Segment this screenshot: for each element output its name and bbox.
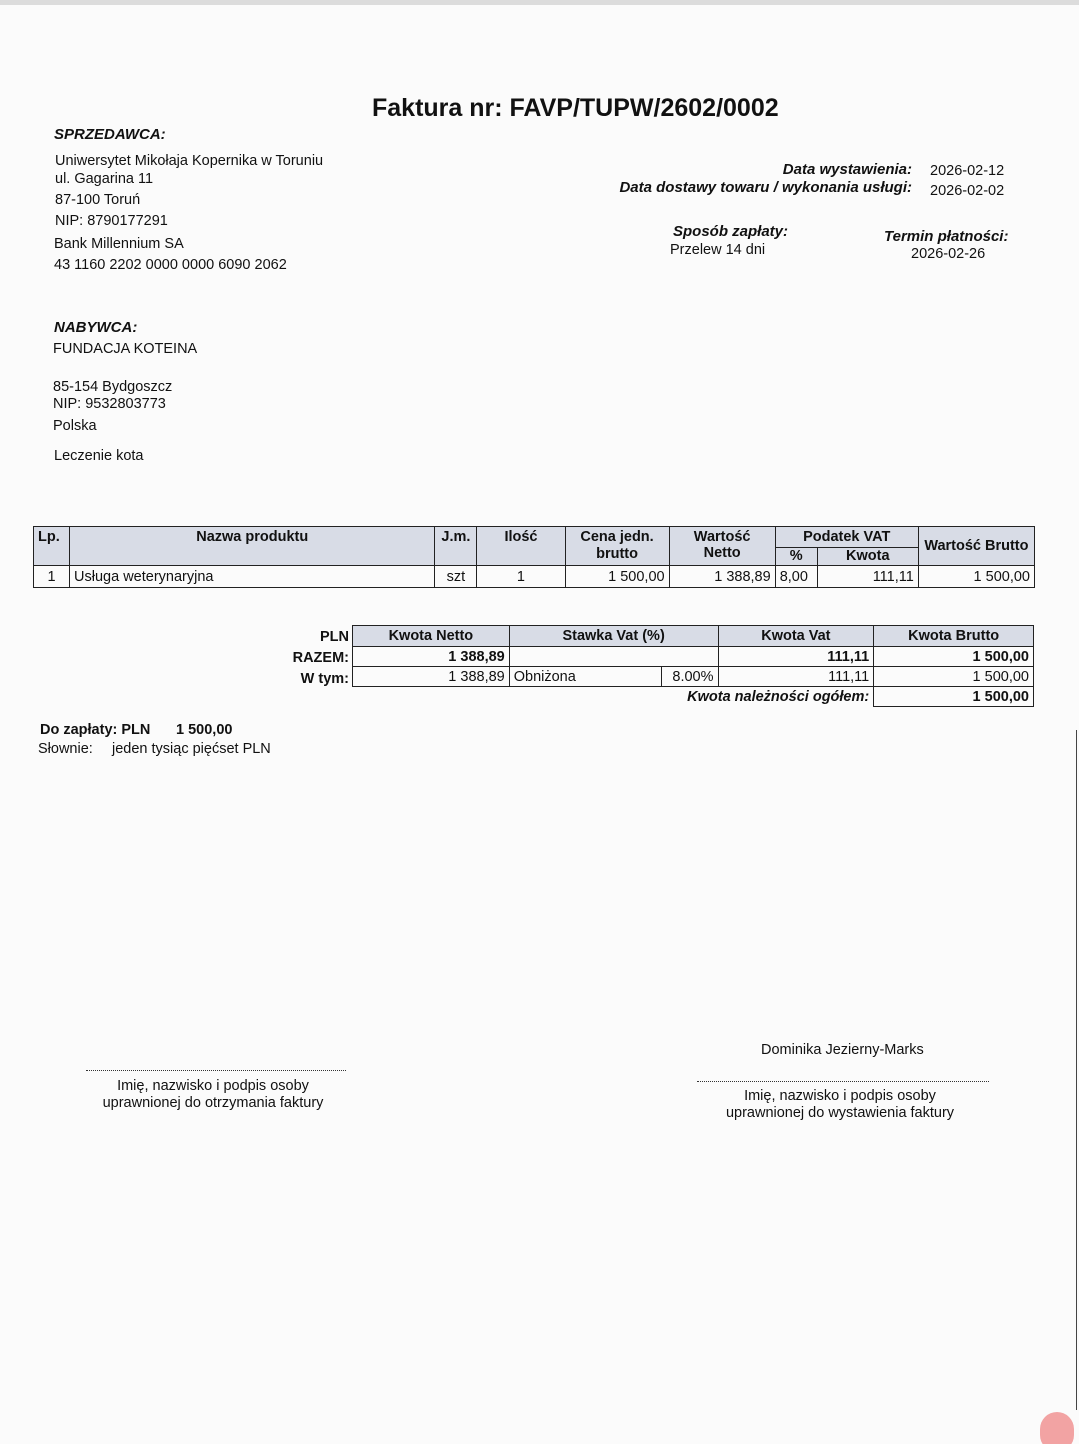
cell-gross-value: 1 500,00 bbox=[918, 566, 1034, 588]
top-edge bbox=[0, 0, 1079, 5]
due-total-value: 1 500,00 bbox=[874, 687, 1034, 707]
issuer-signature-caption-1: Imię, nazwisko i podpis osoby bbox=[744, 1088, 936, 1104]
seller-nip: NIP: 8790177291 bbox=[55, 213, 168, 229]
cell-lp: 1 bbox=[34, 566, 70, 588]
receiver-signature-line bbox=[86, 1070, 346, 1071]
seller-name: Uniwersytet Mikołaja Kopernika w Toruniu bbox=[55, 153, 324, 169]
summary-breakdown-rate-name: Obniżona bbox=[509, 667, 661, 687]
issuer-signature-line bbox=[697, 1081, 989, 1082]
summary-header-net: Kwota Netto bbox=[353, 626, 510, 647]
header-unit: J.m. bbox=[435, 527, 477, 566]
seller-bank: Bank Millennium SA bbox=[54, 236, 184, 252]
cell-unit: szt bbox=[435, 566, 477, 588]
invoice-title: Faktura nr: FAVP/TUPW/2602/0002 bbox=[372, 94, 779, 122]
cell-vat-percent: 8,00 bbox=[775, 566, 817, 588]
buyer-country: Polska bbox=[53, 418, 97, 434]
buyer-city: 85-154 Bydgoszcz bbox=[53, 379, 173, 395]
buyer-nip: NIP: 9532803773 bbox=[53, 396, 166, 412]
delivery-date-value: 2026-02-02 bbox=[930, 183, 1005, 199]
issue-date-value: 2026-02-12 bbox=[930, 163, 1005, 179]
summary-total-vat: 111,11 bbox=[718, 647, 874, 667]
summary-total-net: 1 388,89 bbox=[353, 647, 510, 667]
table-row bbox=[34, 566, 1035, 588]
header-vat-amount: Kwota bbox=[817, 548, 918, 566]
buyer-name: FUNDACJA KOTEINA bbox=[53, 341, 198, 357]
due-total-label: Kwota należności ogółem: bbox=[687, 688, 870, 705]
summary-header-rate: Stawka Vat (%) bbox=[509, 626, 718, 647]
items-table bbox=[33, 526, 1035, 588]
header-quantity: Ilość bbox=[477, 527, 565, 566]
seller-city: 87-100 Toruń bbox=[55, 192, 141, 208]
page-edge-line bbox=[1076, 730, 1077, 1410]
payment-method-label: Sposób zapłaty: bbox=[673, 223, 789, 240]
summary-breakdown-rate-pct: 8.00% bbox=[661, 667, 718, 687]
receiver-signature-caption-1: Imię, nazwisko i podpis osoby bbox=[117, 1078, 309, 1094]
seller-street: ul. Gagarina 11 bbox=[55, 171, 154, 187]
summary-header-vat: Kwota Vat bbox=[718, 626, 874, 647]
delivery-date-label: Data dostawy towaru / wykonania usługi: bbox=[619, 179, 912, 196]
amount-in-words-value: jeden tysiąc pięćset PLN bbox=[112, 741, 271, 757]
cell-vat-amount: 111,11 bbox=[817, 566, 918, 588]
summary-breakdown-row bbox=[353, 667, 1034, 687]
summary-breakdown-vat: 111,11 bbox=[718, 667, 874, 687]
payment-due-value: 2026-02-26 bbox=[911, 246, 986, 262]
payment-method-value: Przelew 14 dni bbox=[670, 242, 766, 258]
payment-due-label: Termin płatności: bbox=[884, 228, 1009, 245]
summary-total-label: RAZEM: bbox=[292, 650, 349, 666]
summary-header-gross: Kwota Brutto bbox=[874, 626, 1034, 647]
issue-date-label: Data wystawienia: bbox=[782, 161, 912, 178]
summary-table bbox=[352, 625, 1034, 707]
header-product-name: Nazwa produktu bbox=[70, 527, 435, 566]
summary-breakdown-label: W tym: bbox=[300, 671, 349, 687]
seller-account: 43 1160 2202 0000 0000 6090 2062 bbox=[54, 257, 287, 273]
header-net-value: Wartość Netto bbox=[669, 527, 775, 566]
cell-quantity: 1 bbox=[477, 566, 565, 588]
summary-currency: PLN bbox=[320, 629, 349, 645]
header-vat: Podatek VAT bbox=[775, 527, 918, 548]
receiver-signature-caption-2: uprawnionej do otrzymania faktury bbox=[102, 1095, 324, 1111]
cell-product-name: Usługa weterynaryjna bbox=[70, 566, 435, 588]
issuer-signature-caption-2: uprawnionej do wystawienia faktury bbox=[725, 1105, 955, 1121]
red-mark bbox=[1040, 1412, 1074, 1444]
to-pay-label: Do zapłaty: PLN bbox=[40, 722, 151, 738]
summary-breakdown-gross: 1 500,00 bbox=[874, 667, 1034, 687]
summary-total-rate bbox=[509, 647, 718, 667]
cell-net-value: 1 388,89 bbox=[669, 566, 775, 588]
summary-total-row bbox=[353, 647, 1034, 667]
summary-breakdown-net: 1 388,89 bbox=[353, 667, 510, 687]
header-vat-percent: % bbox=[775, 548, 817, 566]
buyer-label: NABYWCA: bbox=[54, 319, 138, 336]
issuer-name: Dominika Jezierny-Marks bbox=[761, 1042, 924, 1058]
cell-unit-price: 1 500,00 bbox=[565, 566, 669, 588]
header-unit-price: Cena jedn. brutto bbox=[565, 527, 669, 566]
header-gross-value: Wartość Brutto bbox=[918, 527, 1034, 566]
header-lp: Lp. bbox=[34, 527, 70, 566]
amount-in-words-label: Słownie: bbox=[38, 741, 93, 757]
summary-total-gross: 1 500,00 bbox=[874, 647, 1034, 667]
to-pay-amount: 1 500,00 bbox=[176, 722, 233, 738]
buyer-note: Leczenie kota bbox=[54, 448, 144, 464]
seller-label: SPRZEDAWCA: bbox=[54, 126, 166, 143]
